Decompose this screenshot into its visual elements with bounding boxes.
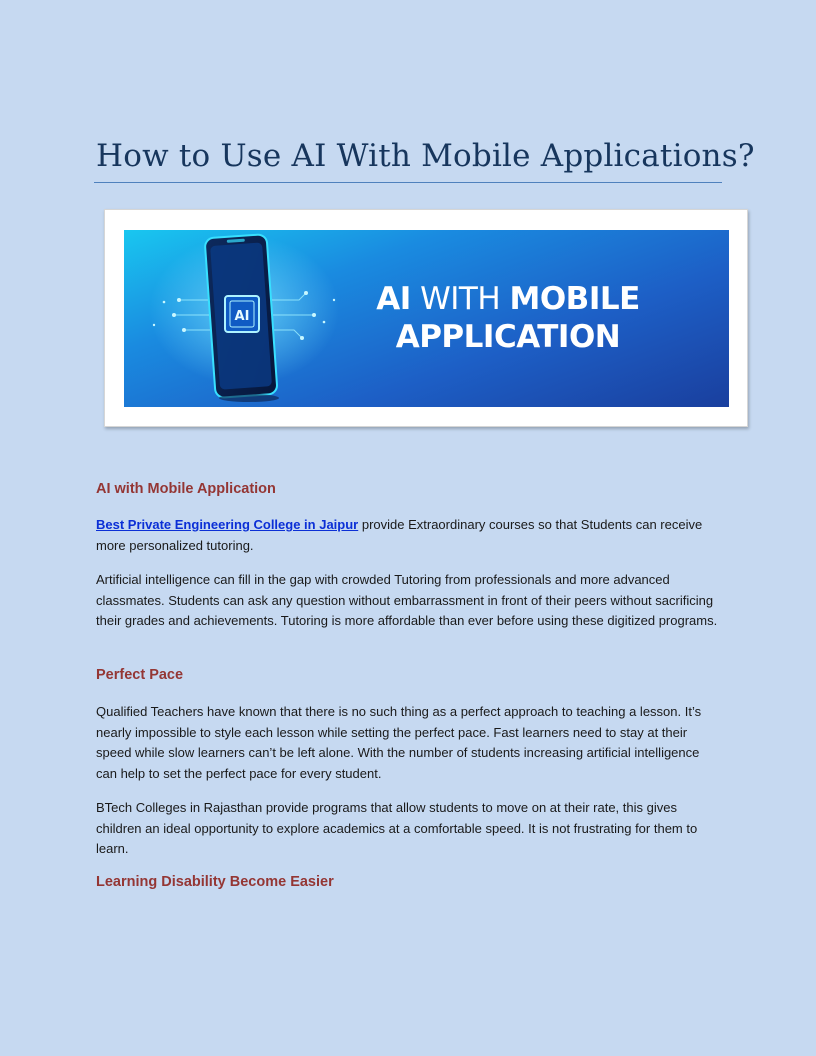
banner-line-2: APPLICATION [395,319,621,355]
paragraph-intro: Best Private Engineering College in Jaipur provide Extraordinary courses so that Students can receive more personalized tutoring. [96,517,703,553]
heading-perfect-pace: Perfect Pace [96,667,184,683]
page-title: How to Use AI With Mobile Applications? [96,138,755,174]
paragraph-tutoring: Artificial intelligence can fill in the gap with crowded Tutoring from professionals and more advanced classmates. Students can ask any question without embarrassment in front of their peers without sacrificing their grades and achievements. Tutoring is more affordable than ever before using these digitized programs. [96,572,718,629]
heading-ai-with-mobile-application: AI with Mobile Application [96,481,276,497]
banner-image-frame [104,209,748,427]
svg-text:AI: AI [234,309,250,324]
title-underline [94,182,722,183]
banner-image [124,230,729,407]
heading-learning-disability: Learning Disability Become Easier [96,874,334,890]
paragraph-perfect-pace: Qualified Teachers have known that there is no such thing as a perfect approach to teaching a lesson. It’s nearly impossible to style each lesson while setting the perfect pace. Fast learners need to stay at their speed while slow learners can’t be left alone. With the number of students increasing artificial intelligence can help to set the perfect pace for every student. [96,704,702,781]
best-private-engineering-college-link[interactable]: Best Private Engineering College in Jaipur [96,517,359,532]
paragraph-btech-colleges: BTech Colleges in Rajasthan provide programs that allow students to move on at their rate, this gives children an ideal opportunity to explore academics at a comfortable speed. It is not frustrating for them to learn. [96,800,698,857]
banner-line-1: AI WITH MOBILE [376,281,640,317]
banner-headline [348,280,668,356]
